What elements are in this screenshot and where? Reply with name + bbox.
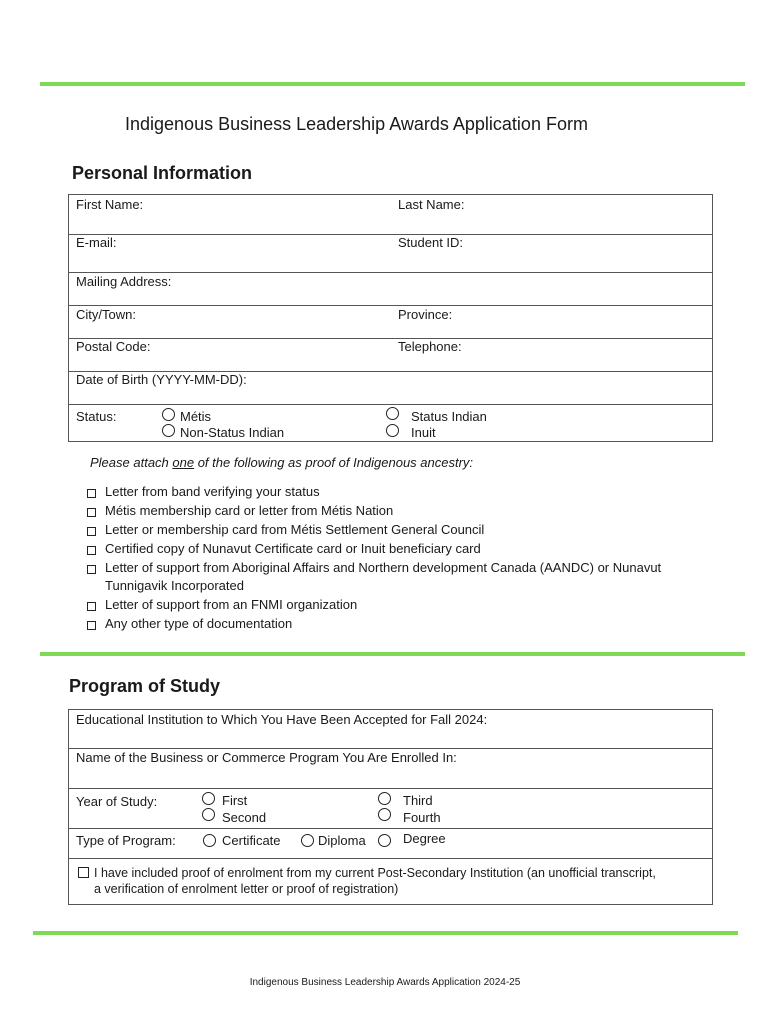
bottom-rule: [33, 931, 738, 935]
row-mailing: [69, 273, 712, 306]
dob-field[interactable]: Date of Birth (YYYY-MM-DD):: [76, 372, 247, 387]
program-name-field[interactable]: Name of the Business or Commerce Program You Are Enrolled In:: [76, 750, 457, 765]
list-item: Métis membership card or letter from Métis Nation: [105, 503, 394, 518]
third-year-label: Third: [403, 793, 433, 808]
row-type: [69, 829, 712, 859]
checkbox[interactable]: [87, 546, 96, 555]
first-name-field[interactable]: First Name:: [76, 197, 144, 212]
inuit-radio[interactable]: [386, 424, 399, 437]
personal-heading: Personal Information: [72, 163, 253, 183]
program-heading: Program of Study: [69, 676, 221, 696]
row-year: [69, 789, 712, 829]
personal-info-table: [68, 194, 713, 442]
checkbox[interactable]: [87, 508, 96, 517]
mailing-address-field[interactable]: Mailing Address:: [76, 274, 172, 289]
email-field[interactable]: E-mail:: [76, 235, 117, 250]
first-year-label: First: [222, 793, 248, 808]
list-item: Letter or membership card from Métis Settlement General Council: [105, 522, 485, 537]
checkbox[interactable]: [87, 489, 96, 498]
attach-note: Please attach one of the following as proof of Indigenous ancestry:: [90, 455, 474, 470]
list-item: Certified copy of Nunavut Certificate card or Inuit beneficiary card: [105, 541, 481, 556]
certificate-label: Certificate: [222, 833, 281, 848]
checkbox[interactable]: [87, 621, 96, 630]
certificate-radio[interactable]: [203, 834, 216, 847]
status-indian-radio[interactable]: [386, 407, 399, 420]
status-label: Status:: [76, 409, 117, 424]
row-city: [69, 306, 712, 339]
diploma-label: Diploma: [318, 833, 366, 848]
type-label: Type of Program:: [76, 833, 176, 848]
list-item: Letter of support from an FNMI organization: [105, 597, 358, 612]
non-status-radio[interactable]: [162, 424, 175, 437]
fourth-year-radio[interactable]: [378, 808, 391, 821]
top-rule: [40, 82, 745, 86]
proof-text-line2: a verification of enrolment letter or proof of registration): [94, 882, 399, 896]
city-field[interactable]: City/Town:: [76, 307, 136, 322]
inuit-label: Inuit: [411, 425, 436, 440]
postal-code-field[interactable]: Postal Code:: [76, 339, 151, 354]
row-program-name: [69, 749, 712, 789]
diploma-radio[interactable]: [301, 834, 314, 847]
fourth-year-label: Fourth: [403, 810, 441, 825]
row-institution: [69, 710, 712, 749]
second-year-radio[interactable]: [202, 808, 215, 821]
status-indian-label: Status Indian: [411, 409, 487, 424]
row-name: [69, 195, 712, 235]
year-label: Year of Study:: [76, 794, 158, 809]
checkbox[interactable]: [87, 602, 96, 611]
province-field[interactable]: Province:: [398, 307, 453, 322]
checkbox[interactable]: [87, 565, 96, 574]
program-table: [68, 709, 713, 905]
metis-label: Métis: [180, 409, 212, 424]
row-proof: [69, 859, 712, 904]
first-year-radio[interactable]: [202, 792, 215, 805]
institution-field[interactable]: Educational Institution to Which You Have Been Accepted for Fall 2024:: [76, 712, 488, 727]
list-item: Any other type of documentation: [105, 616, 293, 631]
degree-radio[interactable]: [378, 834, 391, 847]
telephone-field[interactable]: Telephone:: [398, 339, 462, 354]
row-status: [69, 405, 712, 441]
row-dob: [69, 372, 712, 405]
row-postal: [69, 339, 712, 372]
non-status-label: Non-Status Indian: [180, 425, 285, 440]
form-title: Indigenous Business Leadership Awards Application Form: [125, 114, 588, 134]
last-name-field[interactable]: Last Name:: [398, 197, 465, 212]
metis-radio[interactable]: [162, 408, 175, 421]
student-id-field[interactable]: Student ID:: [398, 235, 464, 250]
second-year-label: Second: [222, 810, 267, 825]
list-item-continuation: Tunnigavik Incorporated: [105, 578, 244, 593]
list-item: Letter of support from Aboriginal Affairs and Northern development Canada (AANDC) or Nunavut: [105, 560, 662, 575]
checkbox[interactable]: [87, 527, 96, 536]
list-item: Letter from band verifying your status: [105, 484, 320, 499]
enrolment-proof-checkbox[interactable]: [78, 867, 89, 878]
footer-text: Indigenous Business Leadership Awards Application 2024-25: [249, 977, 521, 988]
middle-rule: [40, 652, 745, 656]
third-year-radio[interactable]: [378, 792, 391, 805]
degree-label: Degree: [403, 831, 446, 846]
row-email: [69, 235, 712, 273]
proof-text-line1: I have included proof of enrolment from my current Post-Secondary Institution (an unofficial transcript,: [94, 866, 656, 880]
